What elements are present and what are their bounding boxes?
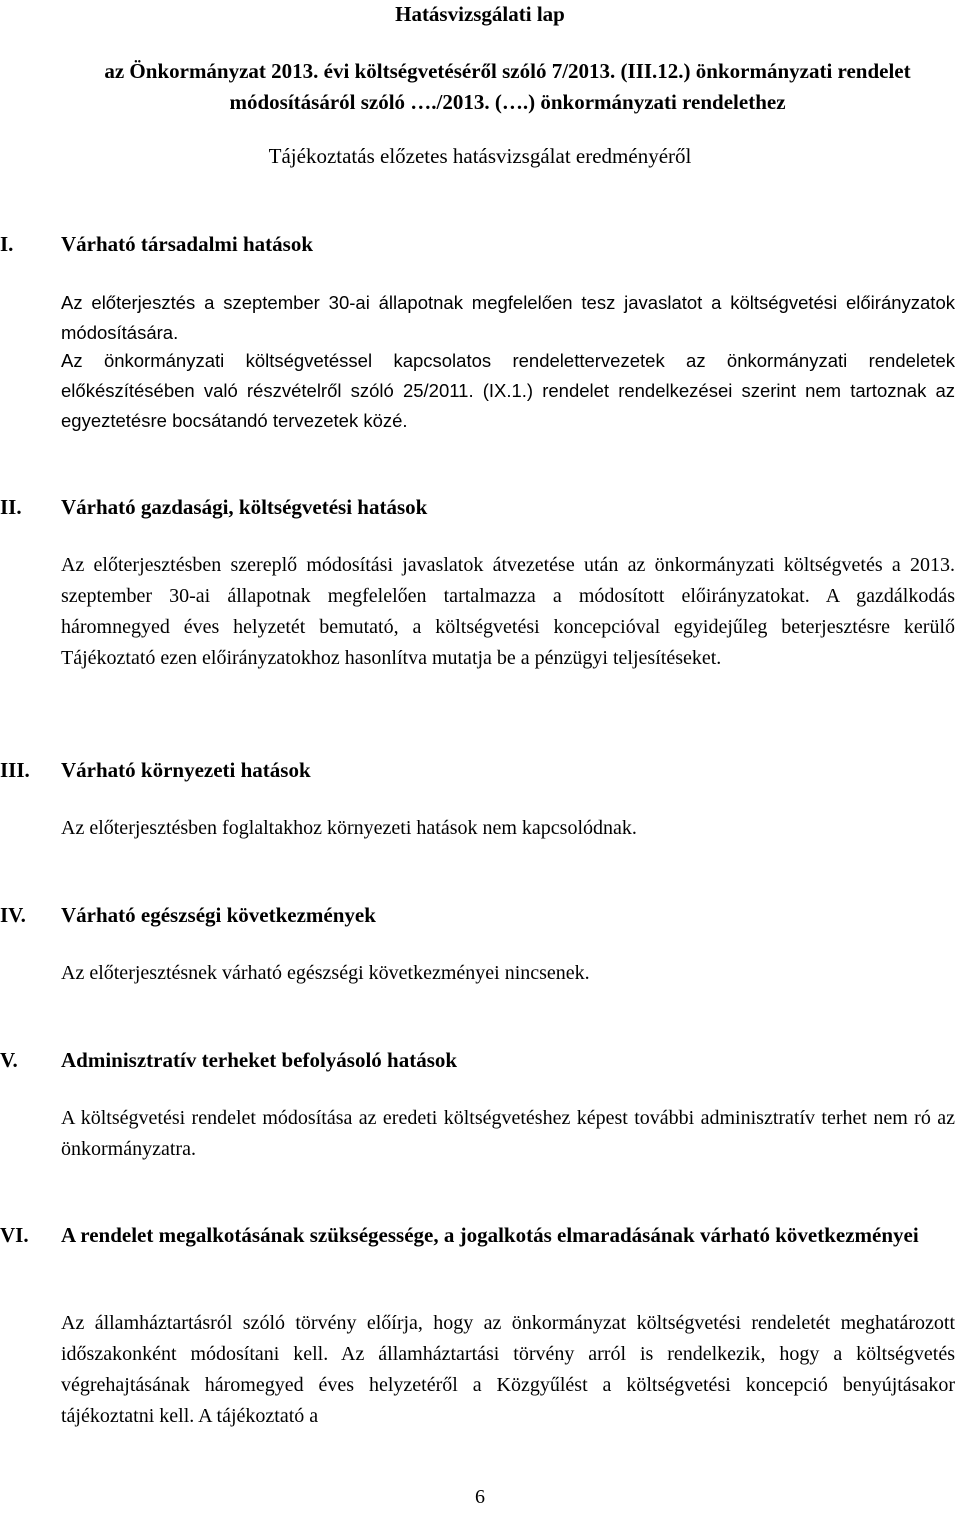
section-3-heading (0, 755, 955, 785)
section-5-paragraph-1: A költségvetési rendelet módosítása az eredeti költségvetéshez képest további adminisztratív terhet nem ró az önkormányzatra. (61, 1107, 955, 1160)
info-line: Tájékoztatás előzetes hatásvizsgálat eredményéről (268, 144, 692, 168)
section-2-title: Várható gazdasági, költségvetési hatások (61, 495, 428, 519)
section-1-number: I. (0, 232, 14, 256)
document-subtitle: az Önkormányzat 2013. évi költségvetéséről szóló 7/2013. (III.12.) önkormányzati rendelet módosításáról szóló …./2013. (….) önkormányzati rendelethez (104, 59, 911, 114)
section-6-heading (0, 1220, 955, 1250)
section-1-paragraph-1: Az előterjesztés a szeptember 30-ai állapotnak megfelelően tesz javaslatot a költségvetési előirányzatok módosítására. (61, 292, 955, 343)
section-6-number: VI. (0, 1223, 29, 1247)
section-3-number: III. (0, 758, 30, 782)
section-1-title: Várható társadalmi hatások (61, 232, 314, 256)
document-title: Hatásvizsgálati lap (395, 2, 565, 26)
section-3-title: Várható környezeti hatások (61, 758, 311, 782)
section-5-number: V. (0, 1048, 18, 1072)
section-2-number: II. (0, 495, 22, 519)
section-3-paragraph-1: Az előterjesztésben foglaltakhoz környezeti hatások nem kapcsolódnak. (61, 817, 637, 839)
section-6-paragraph-1: Az államháztartásról szóló törvény előírja, hogy az önkormányzat költségvetési rendeletét meghatározott időszakonként módosítani kell. Az államháztartási törvény arról is rendelkezik, hogy a költségvetés végrehajtásának háromegyed éves helyzetéről a Közgyűlést a költségvetési koncepció benyújtásakor tájékoztatni kell. A tájékoztató a (61, 1312, 955, 1427)
section-2-paragraph-1: Az előterjesztésben szereplő módosítási javaslatok átvezetése után az önkormányzati költségvetés a 2013. szeptember 30-ai állapotnak megfelelően tartalmazza a módosított előirányzatokat. A gazdálkodás háromnegyed éves helyzetét bemutató, a költségvetési koncepcióval egyidejűleg beterjesztésre kerülő Tájékoztató ezen előirányzatokhoz hasonlítva mutatja be a pénzügyi teljesítéseket. (61, 554, 955, 669)
section-2-heading (0, 492, 955, 522)
section-1-heading (0, 229, 955, 259)
section-4-paragraph-1: Az előterjesztésnek várható egészségi következményei nincsenek. (61, 962, 590, 984)
section-4-heading (0, 900, 955, 930)
section-5-title: Adminisztratív terheket befolyásoló hatások (61, 1048, 458, 1072)
section-4-title: Várható egészségi következmények (61, 903, 376, 927)
section-1-paragraph-2: Az önkormányzati költségvetéssel kapcsolatos rendelettervezetek az önkormányzati rendeletek előkészítésében való részvételről szóló 25/2011. (IX.1.) rendelet rendelkezései szerint nem tartoznak az egyeztetésre bocsátandó tervezetek közé. (61, 350, 955, 431)
page-number: 6 (475, 1486, 485, 1508)
section-6-title: A rendelet megalkotásának szükségessége, a jogalkotás elmaradásának várható következményei (61, 1223, 919, 1247)
section-5-heading (0, 1045, 955, 1075)
section-4-number: IV. (0, 903, 26, 927)
